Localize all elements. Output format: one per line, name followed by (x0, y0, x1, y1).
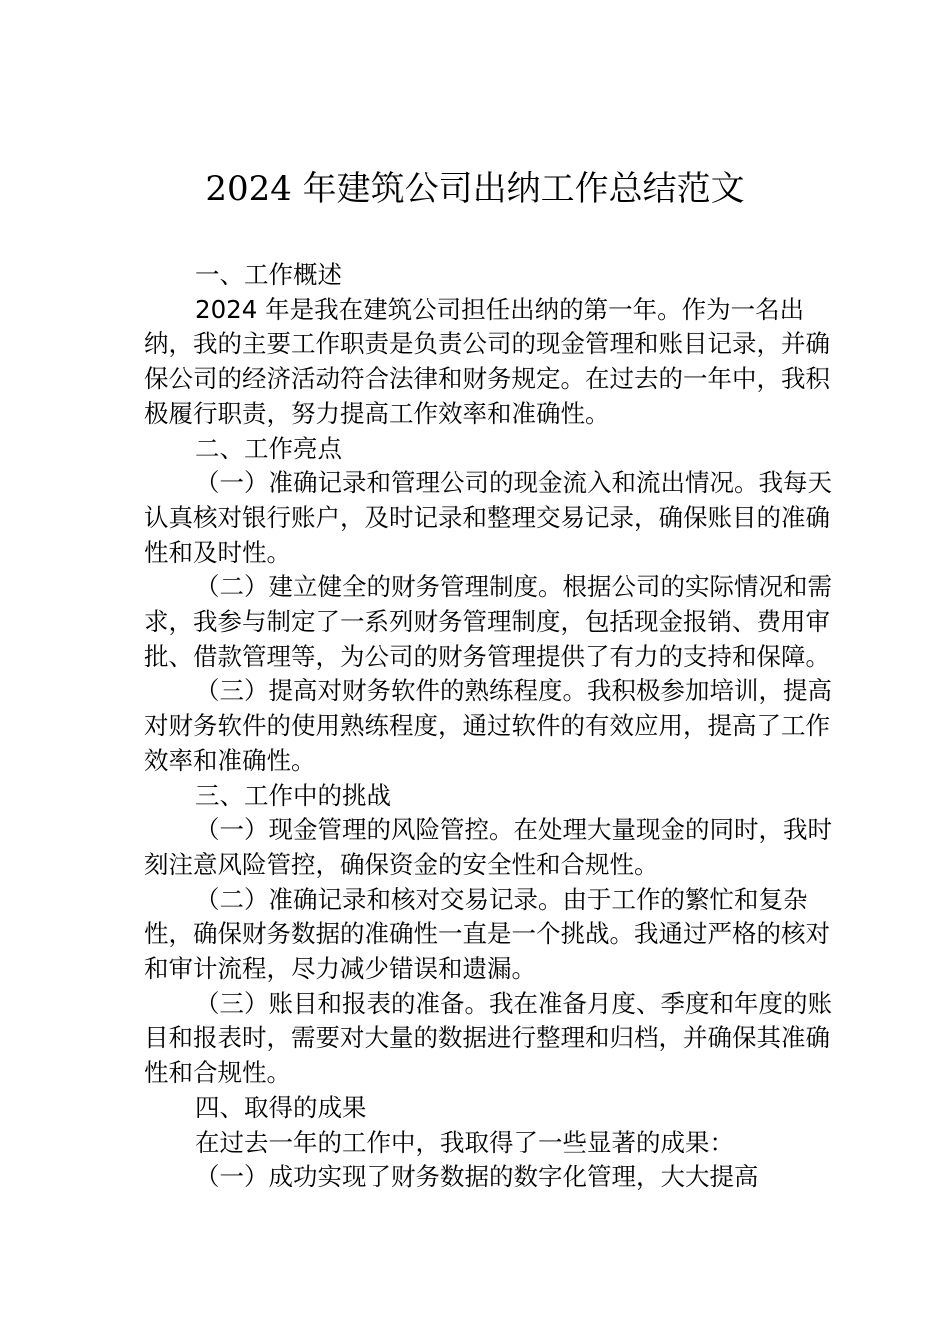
paragraph-challenge-3: （三）账目和报表的准备。我在准备月度、季度和年度的账目和报表时，需要对大量的数据进行整理和归档，并确保其准确性和合规性。 (144, 988, 832, 1088)
paragraph-challenge-1: （一）现金管理的风险管控。在处理大量现金的同时，我时刻注意风险管控，确保资金的安全性和合规性。 (144, 815, 832, 879)
paragraph-achievements-intro: 在过去一年的工作中，我取得了一些显著的成果： (195, 1127, 734, 1157)
paragraph-highlight-2: （二）建立健全的财务管理制度。根据公司的实际情况和需求，我参与制定了一系列财务管理制度，包括现金报销、费用审批、借款管理等，为公司的财务管理提供了有力的支持和保障。 (144, 572, 832, 671)
paragraph-challenge-2: （二）准确记录和核对交易记录。由于工作的繁忙和复杂性，确保财务数据的准确性一直是一个挑战。我通过严格的核对和审计流程，尽力减少错误和遗漏。 (144, 884, 830, 984)
section-heading-highlights: 二、工作亮点 (195, 433, 342, 463)
paragraph-overview: 2024 年是我在建筑公司担任出纳的第一年。作为一名出纳，我的主要工作职责是负责公司的现金管理和账目记录，并确保公司的经济活动符合法律和财务规定。在过去的一年中，我积极履行职责，努力提高工作效率和准确性。 (144, 294, 830, 428)
section-heading-achievements: 四、取得的成果 (195, 1092, 367, 1122)
section-heading-challenges: 三、工作中的挑战 (195, 780, 391, 810)
section-heading-overview: 一、工作概述 (195, 260, 342, 289)
paragraph-highlight-3: （三）提高对财务软件的熟练程度。我积极参加培训，提高对财务软件的使用熟练程度，通过软件的有效应用，提高了工作效率和准确性。 (144, 676, 832, 775)
paragraph-achievement-1: （一）成功实现了财务数据的数字化管理，大大提高 (195, 1162, 759, 1192)
paragraph-highlight-1: （一）准确记录和管理公司的现金流入和流出情况。我每天认真核对银行账户，及时记录和整理交易记录，确保账目的准确性和及时性。 (144, 468, 832, 567)
document-body (144, 258, 844, 1195)
document-title: 2024 年建筑公司出纳工作总结范文 (205, 169, 745, 209)
